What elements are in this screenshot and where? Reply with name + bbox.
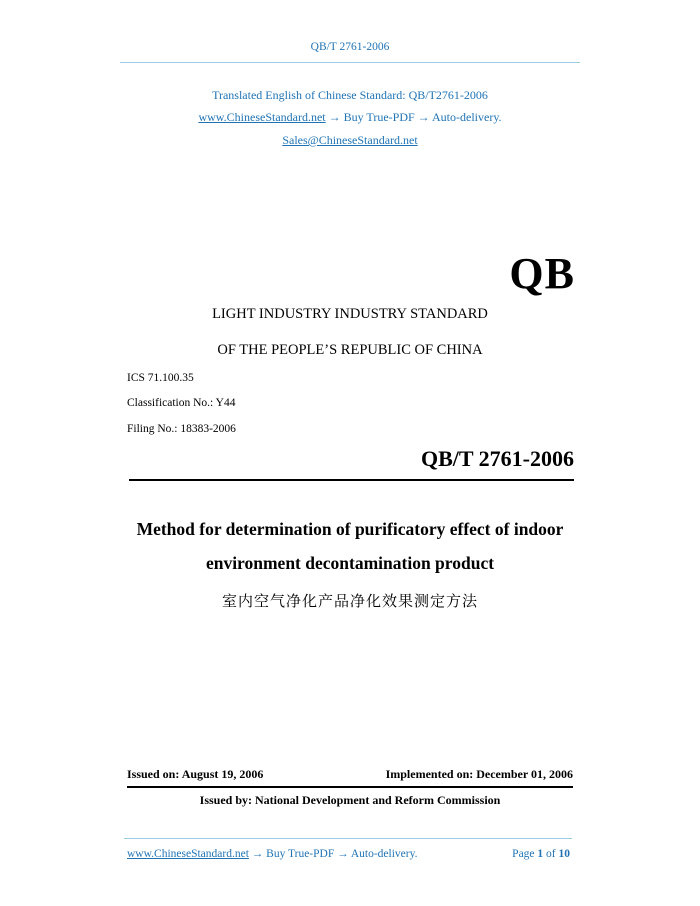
issued-on-date: Issued on: August 19, 2006 xyxy=(127,767,264,781)
translation-notice: Translated English of Chinese Standard: QB/T2761-2006 xyxy=(212,88,488,102)
sales-email-link[interactable]: Sales@ChineseStandard.net xyxy=(282,133,418,147)
site-link[interactable]: www.ChineseStandard.net xyxy=(198,110,326,124)
standard-type-line1: LIGHT INDUSTRY INDUSTRY STANDARD xyxy=(212,306,488,322)
page-current: 1 xyxy=(537,848,544,860)
page-of: of xyxy=(546,848,556,860)
title-english-line1: Method for determination of purificatory effect of indoor xyxy=(136,519,564,539)
header-divider xyxy=(120,62,580,63)
qb-mark: QB xyxy=(509,249,575,298)
running-header: QB/T 2761-2006 xyxy=(310,41,390,53)
standard-number-divider xyxy=(129,479,574,481)
standard-type-line2: OF THE PEOPLE’S REPUBLIC OF CHINA xyxy=(217,342,483,358)
purchase-text: → Buy True-PDF → Auto-delivery. xyxy=(325,110,502,124)
issued-by: Issued by: National Development and Reform Commission xyxy=(199,793,501,807)
implemented-on-date: Implemented on: December 01, 2006 xyxy=(385,767,573,781)
page-label: Page xyxy=(512,848,535,860)
filing-number: Filing No.: 18383-2006 xyxy=(127,423,236,435)
classification-number: Classification No.: Y44 xyxy=(127,397,236,409)
footer-purchase-text: → Buy True-PDF → Auto-delivery. xyxy=(248,848,418,860)
page-indicator xyxy=(512,848,570,860)
footer-divider xyxy=(124,838,572,839)
footer-purchase-line xyxy=(127,848,417,860)
standard-number: QB/T 2761-2006 xyxy=(420,446,574,471)
email-line xyxy=(0,133,700,148)
ics-number: ICS 71.100.35 xyxy=(127,372,194,384)
title-english-line2: environment decontamination product xyxy=(205,553,495,573)
purchase-line xyxy=(0,110,700,125)
footer-site-link[interactable]: www.ChineseStandard.net xyxy=(127,848,249,860)
page-total: 10 xyxy=(558,848,570,860)
title-chinese: 室内空气净化产品净化效果测定方法 xyxy=(221,592,478,610)
issue-dates-divider xyxy=(127,786,573,788)
